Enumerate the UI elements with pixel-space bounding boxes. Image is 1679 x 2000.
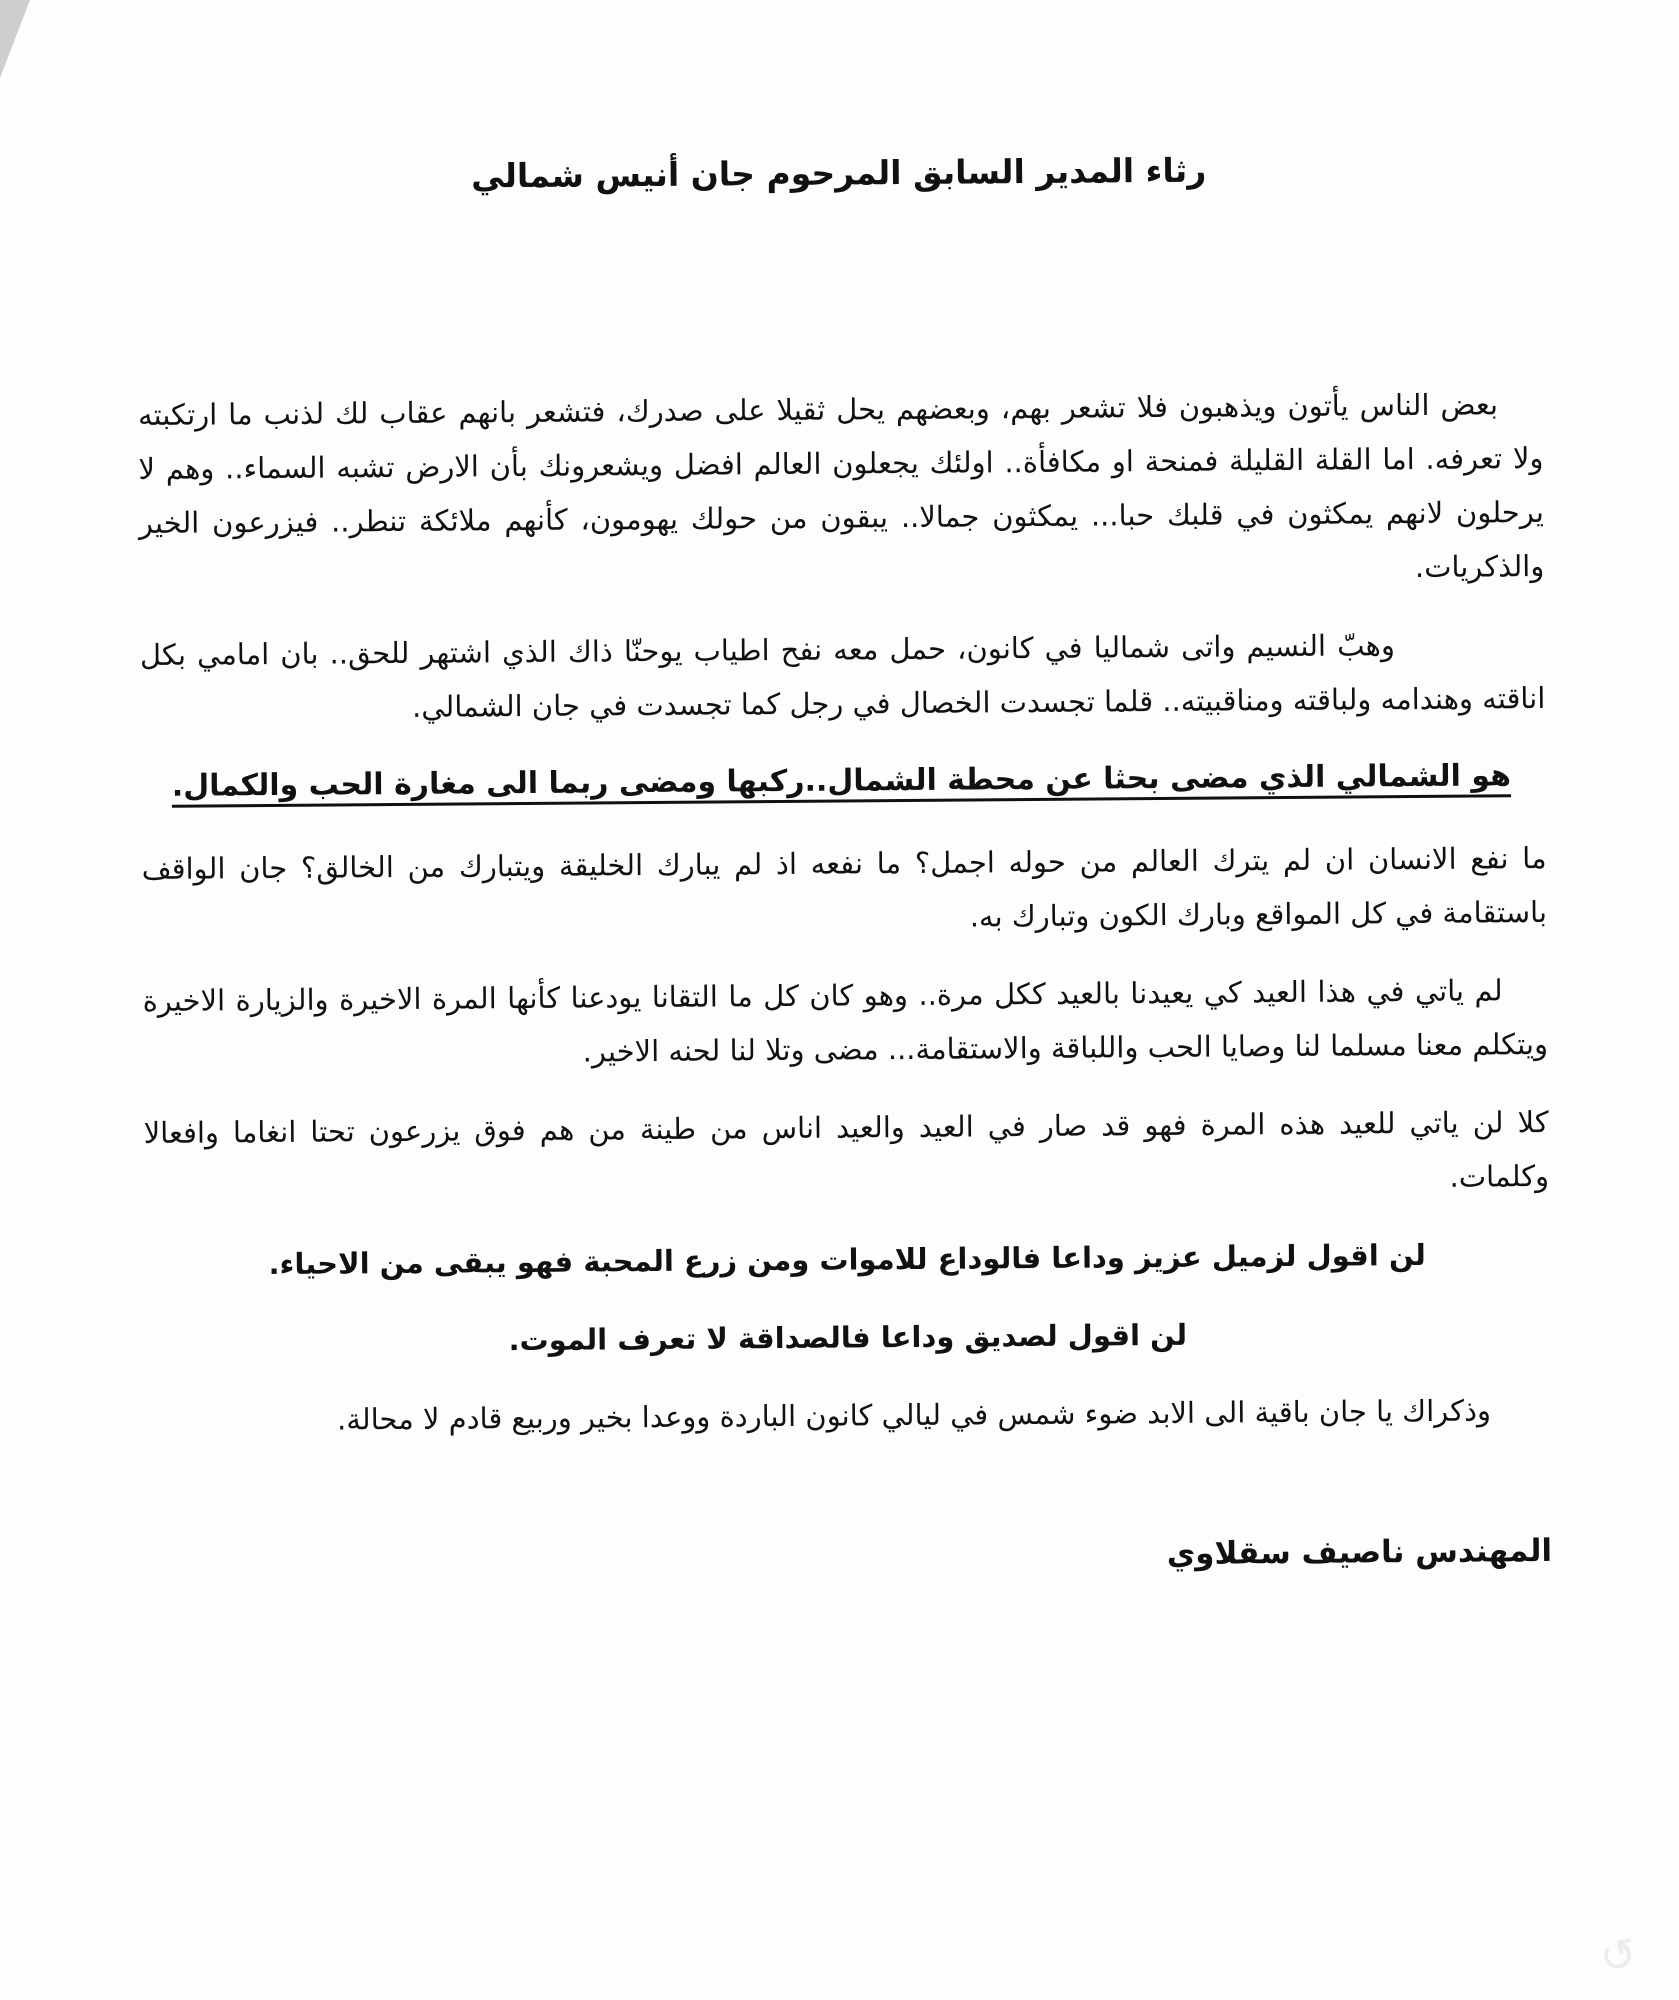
paragraph-no-farewell-friend: لن اقول لصديق وداعا فالصداقة لا تعرف الموت. [508,1317,1188,1358]
paragraph-people-come-and-go: بعض الناس يأتون ويذهبون فلا تشعر بهم، وبعضهم يحل ثقيلا على صدرك، فتشعر بانهم عقاب لك لذنب ما ارتكبته ولا تعرفه. اما القلة القليلة فمنحة او مكافأة.. اولئك يجعلون العالم افضل ويشعرونك بأن الارض تشبه السماء.. وهم لا يرحلون لانهم يمكثون في قلبك حبا... يمكثون جمالا.. يبقون من حولك يهومون، كأنهم ملائكة تنطر.. فيزرعون الخير والذكريات. [137,387,1545,585]
scan-artifact-icon: ↺ [1595,1927,1642,1986]
paragraph-did-not-come-this-eid: لم ياتي في هذا العيد كي يعيدنا بالعيد ككل مرة.. وهو كان كل ما التقانا يودعنا كأنها المرة الاخيرة والزيارة الاخيرة ويتكلم معنا مسلما لنا وصايا الحب واللباقة والاستقامة... مضى وتلا لنا لحنه الاخير. [142,973,1549,1069]
paragraph-shamali-north-station: هو الشمالي الذي مضى بحثا عن محطة الشمال..ركبها ومضى ربما الى مغارة الحب والكمال. [171,758,1512,804]
page-corner-shadow [0,0,30,78]
author-signature: المهندس ناصيف سقلاوي [1166,1532,1553,1572]
paragraph-no-farewell-colleague: لن اقول لزميل عزيز وداعا فالوداع للاموات ومن زرع المحبة فهو يبقى من الاحياء. [268,1237,1426,1282]
paragraph-what-benefit: ما نفع الانسان ان لم يترك العالم من حوله اجمل؟ ما نفعه اذ لم يبارك الخليقة ويتبارك من الخالق؟ جان الواقف باستقامة في كل المواقع وبارك الكون وتبارك به. [141,840,1548,934]
paragraph-no-he-will-not-come: كلا لن ياتي للعيد هذه المرة فهو قد صار في العيد والعيد اناس من طينة من هم فوق يزرعون تحتا انغاما وافعالا وكلمات. [143,1104,1550,1194]
document-title: رثاء المدير السابق المرحوم جان أنيس شمالي [470,150,1207,196]
document-content [136,148,1552,1580]
paragraph-north-breeze: وهبّ النسيم واتى شماليا في كانون، حمل معه نفح اطياب يوحنّا ذاك الذي اشتهر للحق.. بان امامي بكل اناقته وهندامه ولباقته ومناقبيته.. قلما تجسدت الخصال في رجل كما تجسدت في جان الشمالي. [139,628,1546,724]
paragraph-your-memory-jan: وذكراك يا جان باقية الى الابد ضوء شمس في ليالي كانون الباردة ووعدا بخير وربيع قادم لا محالة. [336,1393,1492,1437]
